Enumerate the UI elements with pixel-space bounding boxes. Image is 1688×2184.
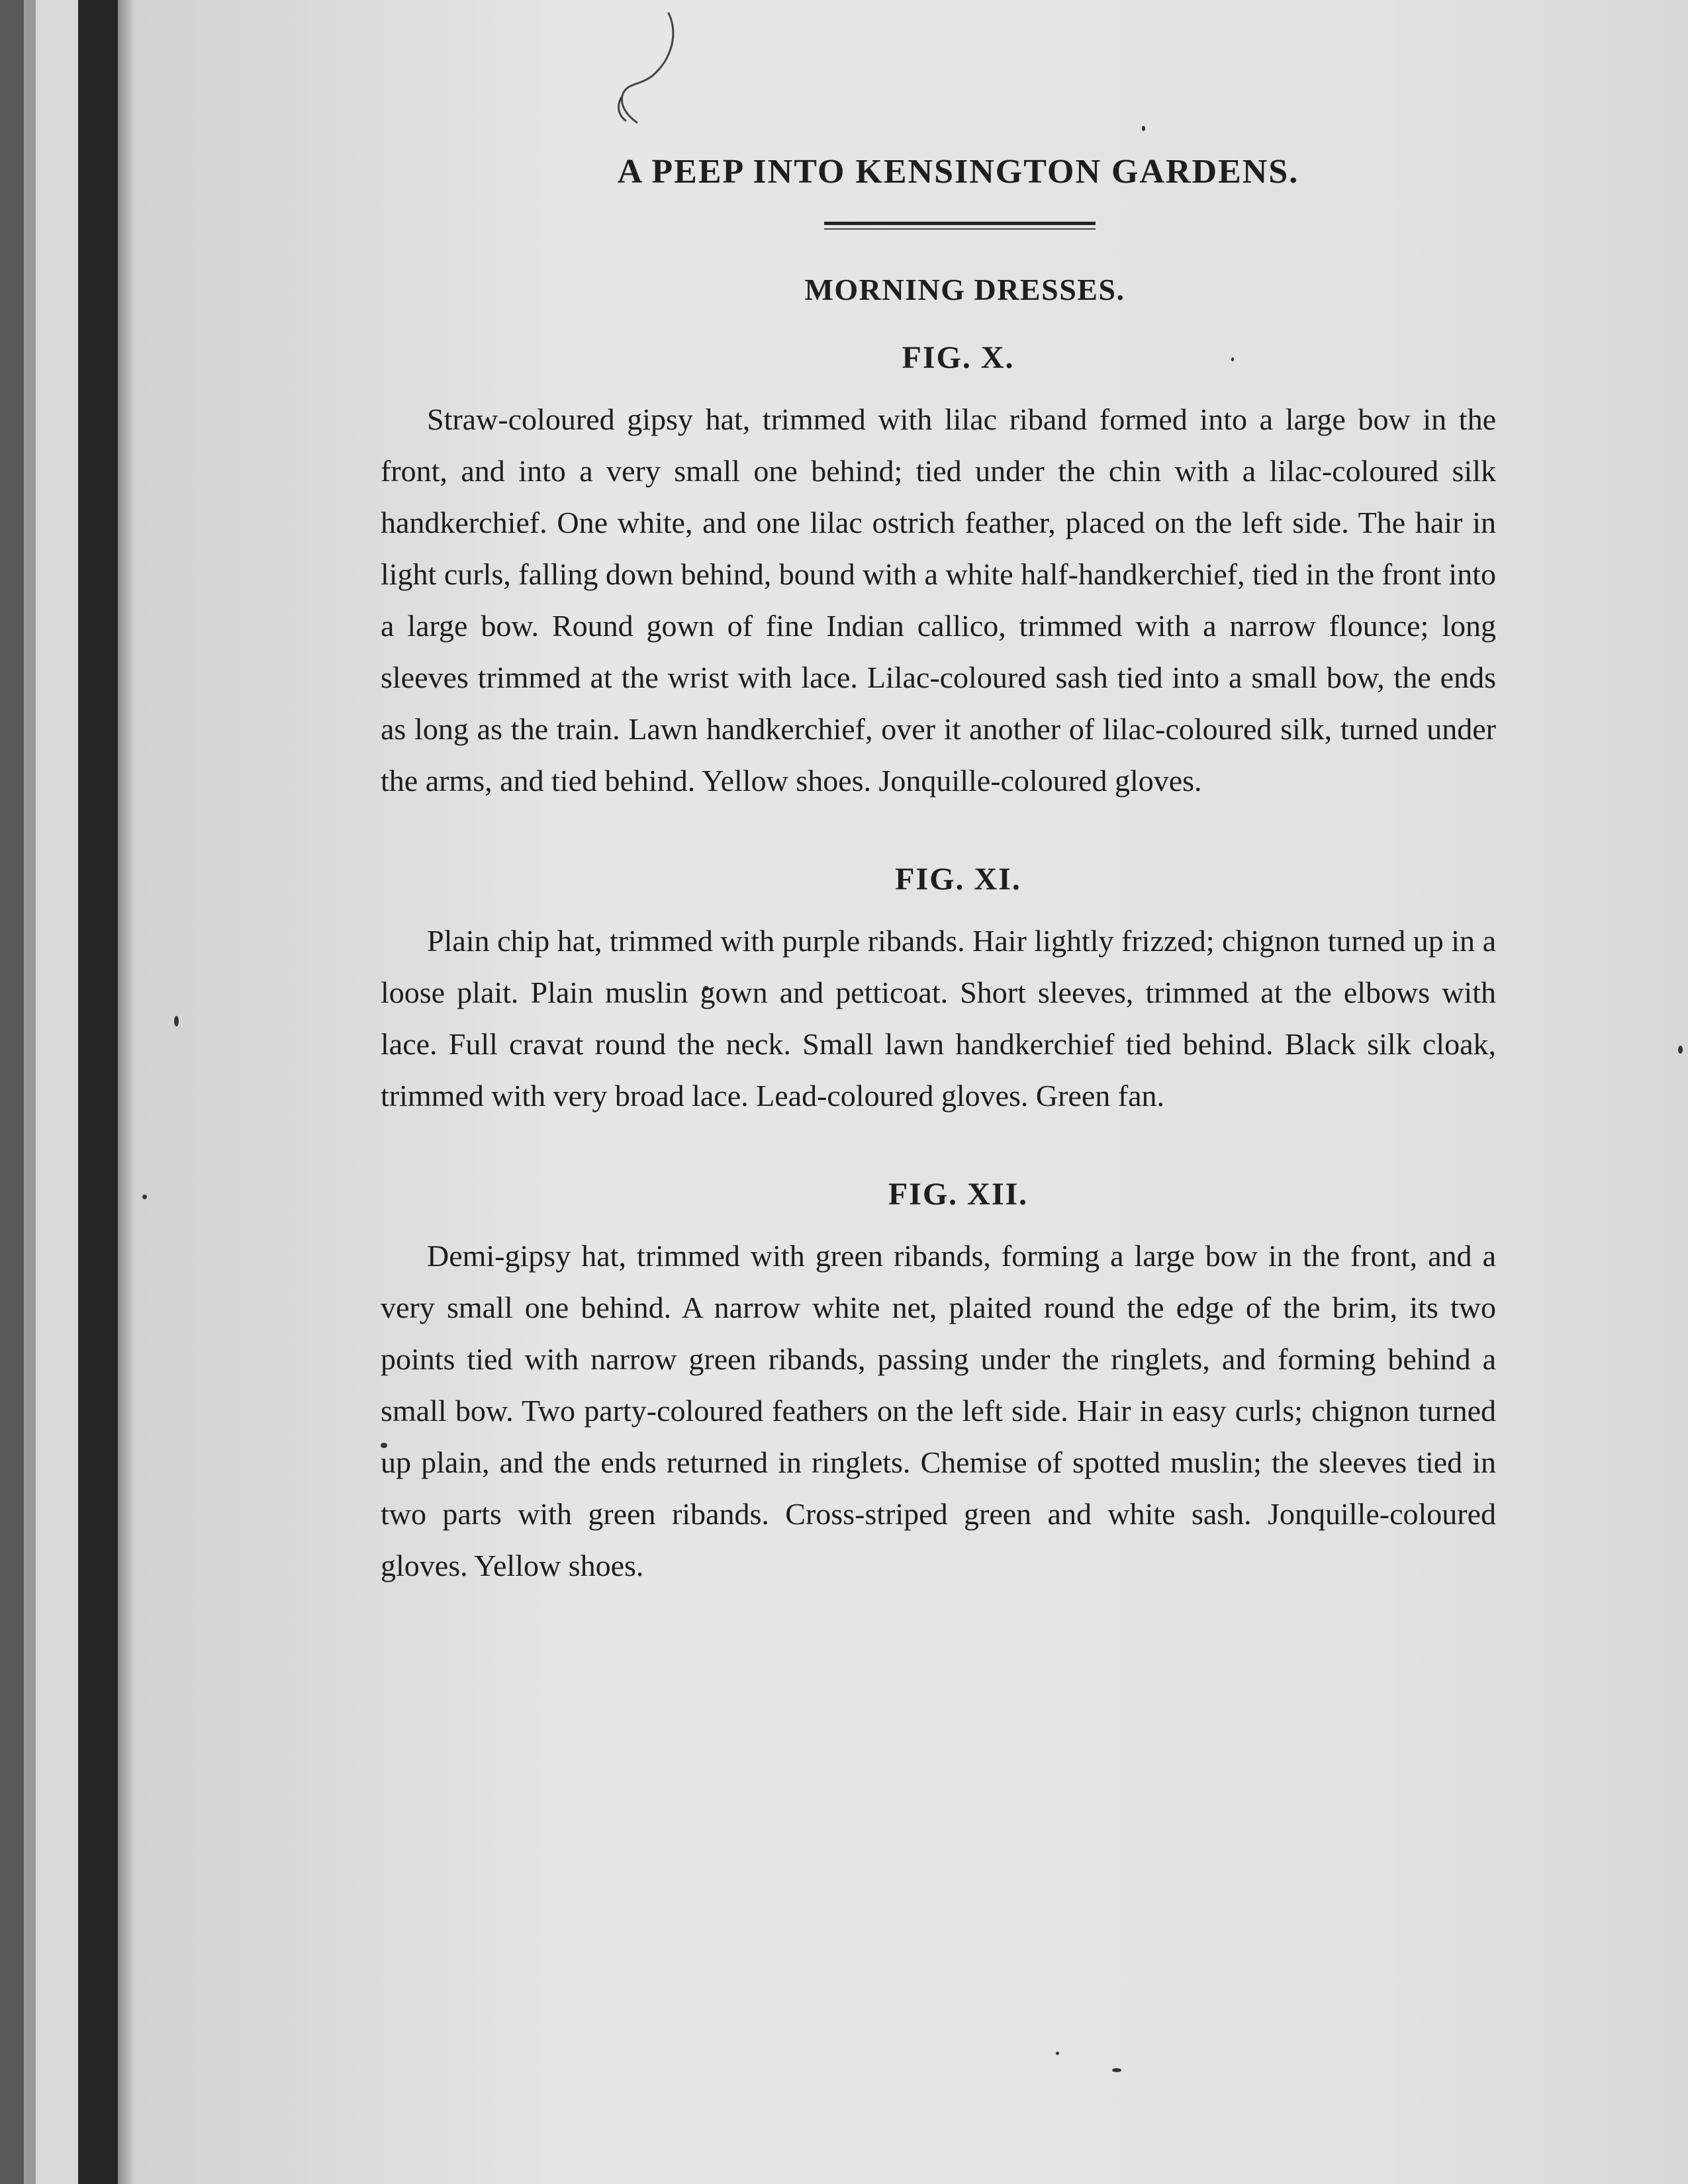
binding-edge-light xyxy=(24,0,36,2184)
fig-heading-x: FIG. X. xyxy=(902,340,1015,375)
fig-description-xi: Plain chip hat, trimmed with purple ribands. Hair lightly frizzed; chignon turned up in a loose plait. Plain muslin gown and petticoat. Short sleeves, trimmed at the elbows with lace. Full cravat round the neck. Small lawn handkerchief tied behind. Black silk cloak, trimmed with very broad lace. Lead-coloured gloves. Green fan. xyxy=(381,924,1496,1113)
fig-description-xii: Demi-gipsy hat, trimmed with green ribands, forming a large bow in the front, and a very small one behind. A narrow white net, plaited round the edge of the brim, its two points tied with narrow green ribands, passing under the ringlets, and forming behind a small bow. Two party-coloured feathers on the left side. Hair in easy curls; chignon turned up plain, and the ends returned in ringlets. Chemise of spotted muslin; the sleeves tied in two parts with green ribands. Cross-striped green and white sash. Jonquille-coloured gloves. Yellow shoes. xyxy=(381,1239,1496,1582)
binding-edge-dark xyxy=(0,0,24,2184)
page-speck xyxy=(1678,1046,1683,1054)
title-rule xyxy=(824,222,1096,230)
pencil-mark-icon xyxy=(596,7,702,132)
page-speck xyxy=(1056,2052,1059,2055)
fig-description-x: Straw-coloured gipsy hat, trimmed with lilac riband formed into a large bow in the front, and into a very small one behind; tied under the chin with a lilac-coloured silk handkerchief. One white, and one lilac ostrich feather, placed on the left side. The hair in light curls, falling down behind, bound with a white half-handkerchief, tied in the front into a large bow. Round gown of fine Indian callico, trimmed with a narrow flounce; long sleeves trimmed at the wrist with lace. Lilac-coloured sash tied into a small bow, the ends as long as the train. Lawn handkerchief, over it another of lilac-coloured silk, turned under the arms, and tied behind. Yellow shoes. Jonquille-coloured gloves. xyxy=(381,402,1496,797)
section-title: MORNING DRESSES. xyxy=(804,273,1125,306)
page-speck xyxy=(174,1016,179,1026)
book-spine-shadow xyxy=(78,0,118,2184)
spine-gradient xyxy=(118,0,135,2184)
page-speck xyxy=(1112,2068,1121,2072)
page-text-block xyxy=(381,149,1496,1592)
fig-heading-xi: FIG. XI. xyxy=(895,862,1021,897)
fig-heading-xii: FIG. XII. xyxy=(888,1177,1029,1212)
page-speck xyxy=(1142,126,1145,131)
page-title: A PEEP INTO KENSINGTON GARDENS. xyxy=(617,153,1299,191)
page-speck xyxy=(142,1195,147,1199)
